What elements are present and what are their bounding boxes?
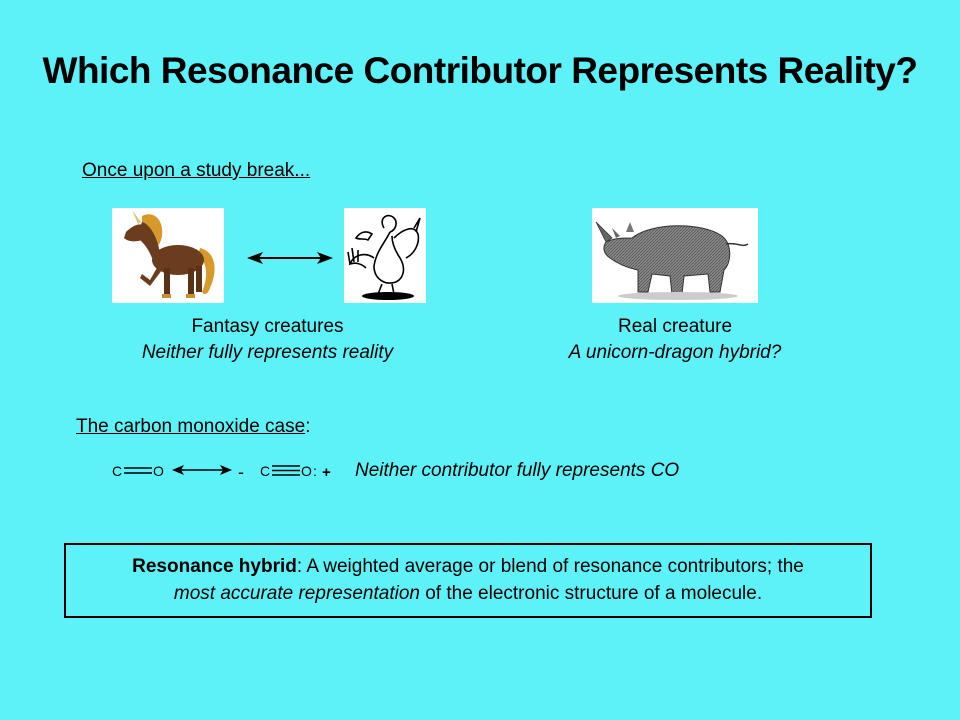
definition-text2: of the electronic structure of a molecule. xyxy=(419,583,763,604)
definition-emphasis: most accurate representation xyxy=(173,583,420,604)
co-case-heading-colon: : xyxy=(305,416,311,437)
rhinoceros-image xyxy=(592,208,758,303)
co-structure2-lone-pair: : xyxy=(313,463,317,479)
fantasy-caption-line2: Neither fully represents reality xyxy=(141,342,394,363)
definition-text1: : A weighted average or blend of resonance contributors; the xyxy=(296,556,804,577)
co-structure1-oxygen: O xyxy=(153,463,164,479)
study-break-heading xyxy=(82,160,310,182)
co-structure2-minus: - xyxy=(238,462,244,482)
fantasy-caption xyxy=(110,314,425,366)
real-caption-line2: A unicorn-dragon hybrid? xyxy=(568,342,782,363)
co-case-heading xyxy=(76,416,310,438)
real-caption-line1: Real creature xyxy=(617,316,733,337)
real-caption xyxy=(530,314,820,366)
co-resonance-structures xyxy=(108,458,348,484)
fantasy-caption-line1: Fantasy creatures xyxy=(191,316,344,337)
co-structure2-oxygen: O xyxy=(301,463,312,479)
co-structure2-plus: + xyxy=(322,464,331,481)
co-case-heading-text: The carbon monoxide case xyxy=(76,416,306,437)
co-structure1-carbon: C xyxy=(112,463,123,479)
co-structure2-carbon: C xyxy=(260,463,271,479)
double-arrow-icon xyxy=(245,248,335,268)
dragon-image xyxy=(344,208,426,303)
unicorn-image xyxy=(112,208,224,303)
study-break-heading-text: Once upon a study break... xyxy=(82,160,311,181)
co-note: Neither contributor fully represents CO xyxy=(355,460,680,481)
slide-title: Which Resonance Contributor Represents Reality? xyxy=(42,50,918,91)
resonance-hybrid-definition-box xyxy=(64,543,872,618)
definition-term: Resonance hybrid xyxy=(132,556,297,577)
